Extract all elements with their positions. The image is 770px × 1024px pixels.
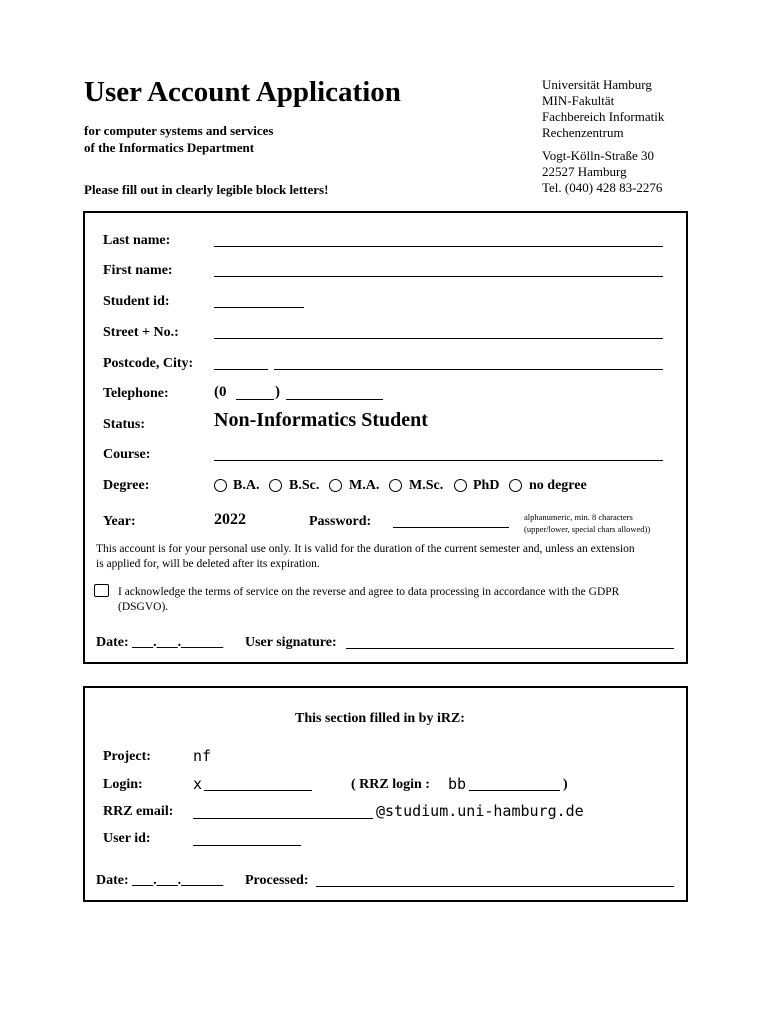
consent-text (118, 585, 619, 615)
first-name-field[interactable] (214, 276, 663, 277)
notice-line: is applied for, will be deleted after its expiration. (96, 558, 320, 570)
telephone-prefix: (0 (214, 384, 227, 400)
instruction-text: Please fill out in clearly legible block letters! (84, 182, 329, 197)
email-domain: @studium.uni-hamburg.de (376, 802, 584, 820)
degree-option-label: M.Sc. (409, 478, 444, 493)
degree-radio-phd[interactable] (454, 479, 467, 492)
institution-line: Fachbereich Informatik (542, 109, 665, 124)
last-name-label: Last name: (103, 233, 171, 248)
signature-label: User signature: (245, 635, 337, 650)
subtitle-line-1: for computer systems and services (84, 123, 274, 138)
degree-radio-no-degree[interactable] (509, 479, 522, 492)
user-id-field[interactable] (193, 845, 301, 846)
address-line: Tel. (040) 428 83-2276 (542, 180, 663, 195)
status-value: Non-Informatics Student (214, 409, 428, 431)
first-name-label: First name: (103, 263, 173, 278)
student-id-field[interactable] (214, 307, 304, 308)
postcode-city-label: Postcode, City: (103, 356, 194, 371)
institution-line: MIN-Fakultät (542, 93, 615, 108)
telephone-label: Telephone: (103, 386, 169, 401)
login-field[interactable] (204, 790, 312, 791)
institution-line: Universität Hamburg (542, 77, 652, 92)
last-name-field[interactable] (214, 246, 663, 247)
street-label: Street + No.: (103, 325, 179, 340)
consent-line: I acknowledge the terms of service on the reverse and agree to data processing in accordance with the GDPR (118, 586, 620, 598)
processed-label: Processed: (245, 873, 309, 888)
degree-radio-msc[interactable] (389, 479, 402, 492)
consent-checkbox[interactable] (94, 584, 109, 597)
degree-radio-ba[interactable] (214, 479, 227, 492)
notice-line: This account is for your personal use only. It is valid for the duration of the current semester and, unless an extension (96, 543, 635, 555)
institution-line: Rechenzentrum (542, 125, 624, 140)
year-value: 2022 (214, 511, 246, 528)
page-title: User Account Application (84, 76, 401, 108)
telephone-number-field[interactable] (286, 399, 383, 400)
area-code-field[interactable] (236, 399, 274, 400)
password-label: Password: (309, 514, 372, 529)
degree-radio-bsc[interactable] (269, 479, 282, 492)
irz-heading: This section filled in by iRZ: (295, 711, 465, 726)
address-block (542, 148, 662, 196)
city-field[interactable] (274, 369, 663, 370)
password-hint (524, 511, 650, 535)
degree-option-label: no degree (529, 478, 587, 493)
rrz-login-close: ) (563, 777, 568, 792)
login-label: Login: (103, 777, 143, 792)
project-value: nf (193, 747, 212, 765)
project-label: Project: (103, 749, 151, 764)
degree-option-label: B.Sc. (289, 478, 320, 493)
password-field[interactable] (393, 527, 509, 528)
password-hint-line: (upper/lower, special chars allowed)) (524, 524, 651, 534)
rrz-email-label: RRZ email: (103, 804, 174, 819)
year-label: Year: (103, 514, 136, 529)
processed-field[interactable] (316, 886, 674, 887)
rrz-login-field[interactable] (469, 790, 560, 791)
telephone-paren-close: ) (275, 384, 280, 400)
user-id-label: User id: (103, 831, 151, 846)
rrz-email-field[interactable] (193, 818, 373, 819)
rrz-login-value: bb (448, 775, 467, 793)
subtitle-line-2: of the Informatics Department (84, 140, 255, 155)
address-line: 22527 Hamburg (542, 164, 627, 179)
course-field[interactable] (214, 460, 663, 461)
institution-block (542, 77, 664, 141)
degree-radio-ma[interactable] (329, 479, 342, 492)
date-label: Date: ___.___.______ (96, 635, 224, 650)
postcode-field[interactable] (214, 369, 268, 370)
student-id-label: Student id: (103, 294, 170, 309)
signature-field[interactable] (346, 648, 674, 649)
degree-option-label: B.A. (233, 478, 260, 493)
degree-option-label: M.A. (349, 478, 380, 493)
password-hint-line: alphanumeric, min. 8 characters (524, 512, 633, 522)
street-field[interactable] (214, 338, 663, 339)
address-line: Vogt-Kölln-Straße 30 (542, 148, 655, 163)
rrz-login-label: ( RRZ login : (351, 777, 430, 792)
consent-line: (DSGVO). (118, 601, 169, 613)
irz-date-label: Date: ___.___.______ (96, 873, 224, 888)
login-value: x (193, 775, 203, 793)
status-label: Status: (103, 417, 146, 432)
course-label: Course: (103, 447, 151, 462)
degree-label: Degree: (103, 478, 150, 493)
notice-text (96, 542, 635, 572)
degree-option-label: PhD (473, 478, 500, 493)
